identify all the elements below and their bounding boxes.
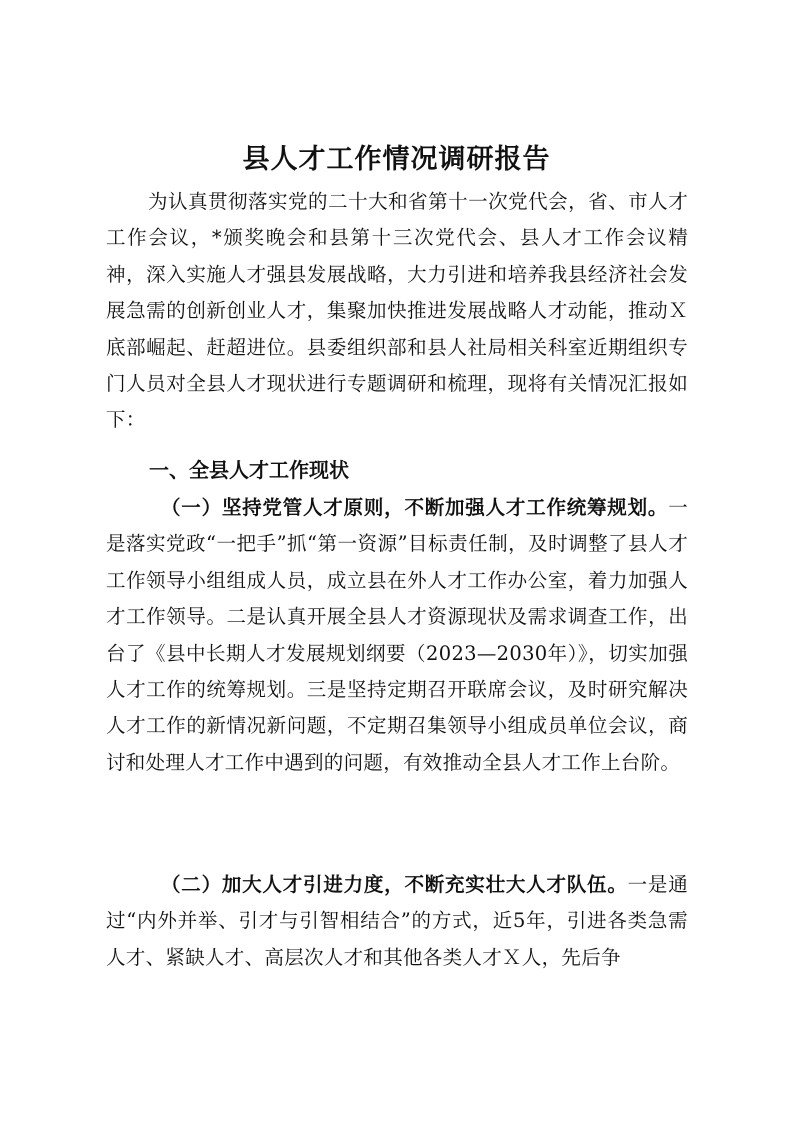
subsection-2-text: 一是通过“内外并举、引才与引智相结合”的方式，近5年，引进各类急需人才、紧缺人才、高层次人才和其他各类人才Ｘ人，先后争 (106, 873, 689, 969)
subsection-2-paragraph (106, 867, 688, 976)
subsection-1-paragraph (106, 490, 688, 781)
section-heading-1: 一、全县人才工作现状 (149, 458, 349, 482)
document-title: 县人才工作情况调研报告 (242, 144, 551, 175)
intro-paragraph: 为认真贯彻落实党的二十大和省第十一次党代会，省、市人才工作会议，*颁奖晚会和县第十三次党代会、县人才工作会议精神，深入实施人才强县发展战略，大力引进和培养我县经济社会发展急需的创新创业人才，集聚加快推进发展战略人才动能，推动Ｘ底部崛起、赶超进位。县委组织部和县人社局相关科室近期组织专门人员对全县人才现状进行专题调研和梳理，现将有关情况汇报如下： (106, 190, 688, 432)
subsection-2-lead: （二）加大人才引进力度，不断充实壮大人才队伍。 (161, 873, 628, 896)
subsection-1-text: 一是落实党政“一把手”抓“第一资源”目标责任制，及时调整了县人才工作领导小组组成人员，成立县在外人才工作办公室，着力加强人才工作领导。二是认真开展全县人才资源现状及需求调查工作，出台了《县中长期人才发展规划纲要（2023—2030年）》，切实加强人才工作的统筹规划。三是坚持定期召开联席会议，及时研究解决人才工作的新情况新问题，不定期召集领导小组成员单位会议，商讨和处理人才工作中遇到的问题，有效推动全县人才工作上台阶。 (106, 496, 688, 774)
subsection-1-lead: （一）坚持党管人才原则，不断加强人才工作统筹规划。 (161, 496, 669, 519)
